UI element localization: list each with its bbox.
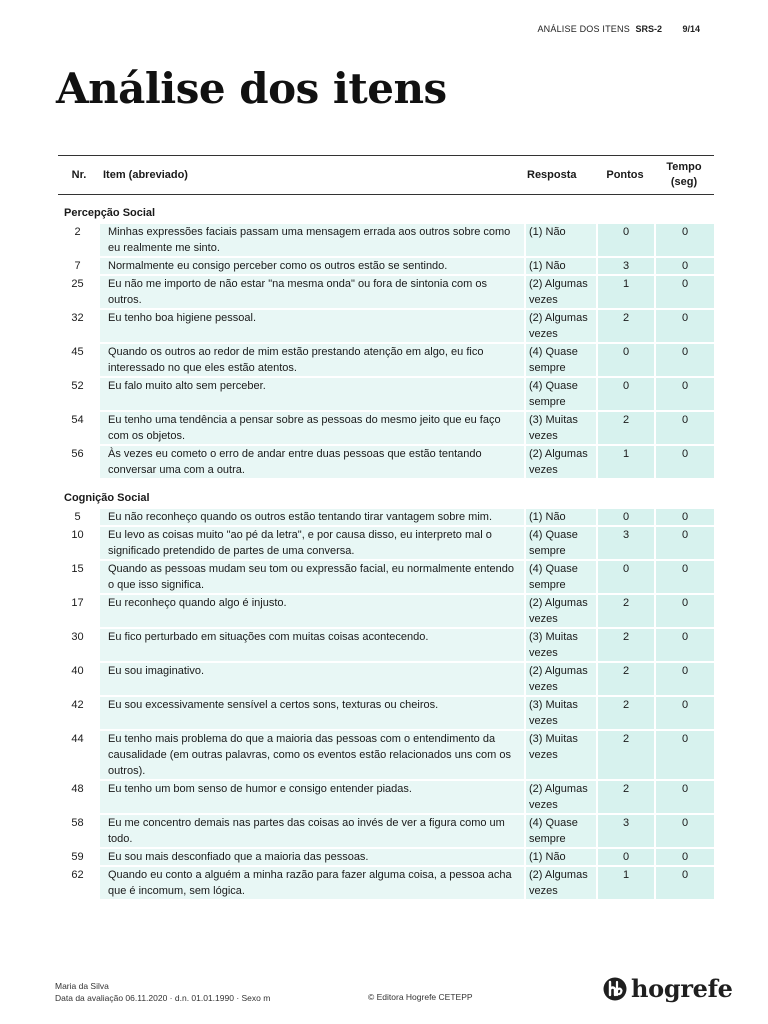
- item-points: 1: [596, 276, 654, 310]
- table-row: [58, 344, 714, 378]
- item-points: 2: [596, 629, 654, 663]
- item-text: Eu sou mais desconfiado que a maioria das pessoas.: [100, 849, 524, 867]
- item-text: Eu tenho um bom senso de humor e consigo entender piadas.: [100, 781, 524, 815]
- item-points: 3: [596, 258, 654, 276]
- item-points: 2: [596, 595, 654, 629]
- item-text: Eu fico perturbado em situações com muitas coisas acontecendo.: [100, 629, 524, 663]
- item-points: 2: [596, 310, 654, 344]
- item-response: (4) Quase sempre: [524, 378, 596, 412]
- item-time: 0: [654, 867, 714, 901]
- page-title: Análise dos itens: [56, 64, 447, 113]
- item-points: 1: [596, 446, 654, 480]
- running-header-title: ANÁLISE DOS ITENS: [537, 24, 630, 34]
- table-row: [58, 378, 714, 412]
- item-text: Eu tenho boa higiene pessoal.: [100, 310, 524, 344]
- footer-details: Data da avaliação 06.11.2020 · d.n. 01.01.1990 · Sexo m: [55, 993, 271, 1003]
- hogrefe-logo: [603, 974, 733, 1003]
- table-row: [58, 781, 714, 815]
- item-points: 0: [596, 378, 654, 412]
- column-header-time: Tempo (seg): [654, 155, 714, 195]
- item-number: 2: [74, 226, 81, 238]
- section-header: [58, 480, 714, 509]
- section-title: Cognição Social: [58, 480, 714, 509]
- item-response: (3) Muitas vezes: [524, 697, 596, 731]
- column-header-response: Resposta: [524, 155, 596, 195]
- running-header: [537, 24, 700, 34]
- item-response: (4) Quase sempre: [524, 815, 596, 849]
- footer-copyright: © Editora Hogrefe CETEPP: [368, 992, 473, 1002]
- running-header-code: SRS-2: [635, 24, 662, 34]
- item-number: 44: [71, 733, 84, 745]
- item-time: 0: [654, 731, 714, 781]
- item-text: Normalmente eu consigo perceber como os outros estão se sentindo.: [100, 258, 524, 276]
- item-points: 0: [596, 509, 654, 527]
- table-row: [58, 224, 714, 258]
- item-time: 0: [654, 344, 714, 378]
- item-time: 0: [654, 378, 714, 412]
- table-row: [58, 867, 714, 901]
- item-number: 42: [71, 699, 84, 711]
- item-number: 58: [71, 817, 84, 829]
- table-row: [58, 595, 714, 629]
- hogrefe-logo-text: hogrefe: [631, 974, 733, 1003]
- item-time: 0: [654, 561, 714, 595]
- item-text: Eu não reconheço quando os outros estão tentando tirar vantagem sobre mim.: [100, 509, 524, 527]
- item-text: Eu sou imaginativo.: [100, 663, 524, 697]
- item-points: 3: [596, 527, 654, 561]
- item-analysis-table: [58, 155, 714, 901]
- item-response: (2) Algumas vezes: [524, 595, 596, 629]
- item-points: 1: [596, 867, 654, 901]
- table-row: [58, 258, 714, 276]
- item-text: Eu levo as coisas muito "ao pé da letra", e por causa disso, eu interpreto mal o significado pretendido de partes de uma conversa.: [100, 527, 524, 561]
- table-row: [58, 663, 714, 697]
- item-time: 0: [654, 276, 714, 310]
- item-number: 48: [71, 783, 84, 795]
- item-text: Minhas expressões faciais passam uma mensagem errada aos outros sobre como eu realmente me sinto.: [100, 224, 524, 258]
- item-number: 25: [71, 278, 84, 290]
- table-row: [58, 697, 714, 731]
- item-time: 0: [654, 258, 714, 276]
- item-response: (2) Algumas vezes: [524, 446, 596, 480]
- table-row: [58, 527, 714, 561]
- item-time: 0: [654, 663, 714, 697]
- item-text: Quando as pessoas mudam seu tom ou expressão facial, eu normalmente entendo o que isso significa.: [100, 561, 524, 595]
- item-text: Eu sou excessivamente sensível a certos sons, texturas ou cheiros.: [100, 697, 524, 731]
- item-number: 62: [71, 869, 84, 881]
- item-number: 56: [71, 448, 84, 460]
- item-number: 17: [71, 597, 84, 609]
- table-body: [58, 195, 714, 901]
- item-points: 3: [596, 815, 654, 849]
- item-response: (2) Algumas vezes: [524, 310, 596, 344]
- item-time: 0: [654, 527, 714, 561]
- table-row: [58, 815, 714, 849]
- item-time: 0: [654, 815, 714, 849]
- item-number: 54: [71, 414, 84, 426]
- table-header-row: [58, 155, 714, 195]
- item-response: (3) Muitas vezes: [524, 412, 596, 446]
- item-points: 2: [596, 412, 654, 446]
- column-header-item: Item (abreviado): [100, 155, 524, 195]
- section-header: [58, 195, 714, 224]
- item-points: 2: [596, 781, 654, 815]
- item-response: (3) Muitas vezes: [524, 731, 596, 781]
- item-text: Eu tenho uma tendência a pensar sobre as pessoas do mesmo jeito que eu faço com os objetos.: [100, 412, 524, 446]
- table-row: [58, 849, 714, 867]
- item-response: (4) Quase sempre: [524, 561, 596, 595]
- item-time: 0: [654, 412, 714, 446]
- item-time: 0: [654, 509, 714, 527]
- item-number: 32: [71, 312, 84, 324]
- section-title: Percepção Social: [58, 195, 714, 224]
- item-text: Quando eu conto a alguém a minha razão para fazer alguma coisa, a pessoa acha que é incomum, sem lógica.: [100, 867, 524, 901]
- item-response: (2) Algumas vezes: [524, 867, 596, 901]
- item-points: 0: [596, 849, 654, 867]
- item-number: 40: [71, 665, 84, 677]
- footer-patient-info: [55, 980, 270, 1004]
- item-number: 7: [74, 260, 81, 272]
- item-time: 0: [654, 310, 714, 344]
- item-number: 5: [74, 511, 81, 523]
- item-time: 0: [654, 224, 714, 258]
- table-row: [58, 509, 714, 527]
- item-time: 0: [654, 595, 714, 629]
- item-response: (1) Não: [524, 224, 596, 258]
- item-number: 52: [71, 380, 84, 392]
- item-text: Às vezes eu cometo o erro de andar entre duas pessoas que estão tentando conversar uma com a outra.: [100, 446, 524, 480]
- item-points: 0: [596, 224, 654, 258]
- table-row: [58, 731, 714, 781]
- item-number: 30: [71, 631, 84, 643]
- item-number: 10: [71, 529, 84, 541]
- item-text: Quando os outros ao redor de mim estão prestando atenção em algo, eu fico interessado no que eles estão atentos.: [100, 344, 524, 378]
- table-row: [58, 629, 714, 663]
- column-header-points: Pontos: [596, 155, 654, 195]
- item-text: Eu falo muito alto sem perceber.: [100, 378, 524, 412]
- item-response: (1) Não: [524, 509, 596, 527]
- item-text: Eu reconheço quando algo é injusto.: [100, 595, 524, 629]
- item-time: 0: [654, 629, 714, 663]
- table-row: [58, 310, 714, 344]
- hogrefe-logo-icon: [603, 977, 627, 1001]
- item-response: (2) Algumas vezes: [524, 781, 596, 815]
- item-text: Eu me concentro demais nas partes das coisas ao invés de ver a figura como um todo.: [100, 815, 524, 849]
- item-response: (2) Algumas vezes: [524, 276, 596, 310]
- column-header-nr: Nr.: [58, 155, 100, 195]
- item-number: 15: [71, 563, 84, 575]
- item-response: (1) Não: [524, 258, 596, 276]
- item-time: 0: [654, 781, 714, 815]
- item-response: (2) Algumas vezes: [524, 663, 596, 697]
- item-points: 0: [596, 344, 654, 378]
- item-time: 0: [654, 697, 714, 731]
- item-points: 2: [596, 697, 654, 731]
- item-response: (4) Quase sempre: [524, 527, 596, 561]
- item-text: Eu tenho mais problema do que a maioria das pessoas com o entendimento da causalidade (em outras palavras, como os eventos estão relacionados uns com os outros).: [100, 731, 524, 781]
- item-points: 2: [596, 731, 654, 781]
- item-response: (4) Quase sempre: [524, 344, 596, 378]
- item-time: 0: [654, 849, 714, 867]
- item-points: 2: [596, 663, 654, 697]
- item-number: 59: [71, 851, 84, 863]
- table-row: [58, 276, 714, 310]
- item-points: 0: [596, 561, 654, 595]
- item-response: (3) Muitas vezes: [524, 629, 596, 663]
- page-number: 9/14: [682, 24, 700, 34]
- footer-name: Maria da Silva: [55, 981, 109, 991]
- item-text: Eu não me importo de não estar "na mesma onda" ou fora de sintonia com os outros.: [100, 276, 524, 310]
- item-time: 0: [654, 446, 714, 480]
- table-row: [58, 412, 714, 446]
- table-row: [58, 561, 714, 595]
- table-row: [58, 446, 714, 480]
- item-number: 45: [71, 346, 84, 358]
- item-response: (1) Não: [524, 849, 596, 867]
